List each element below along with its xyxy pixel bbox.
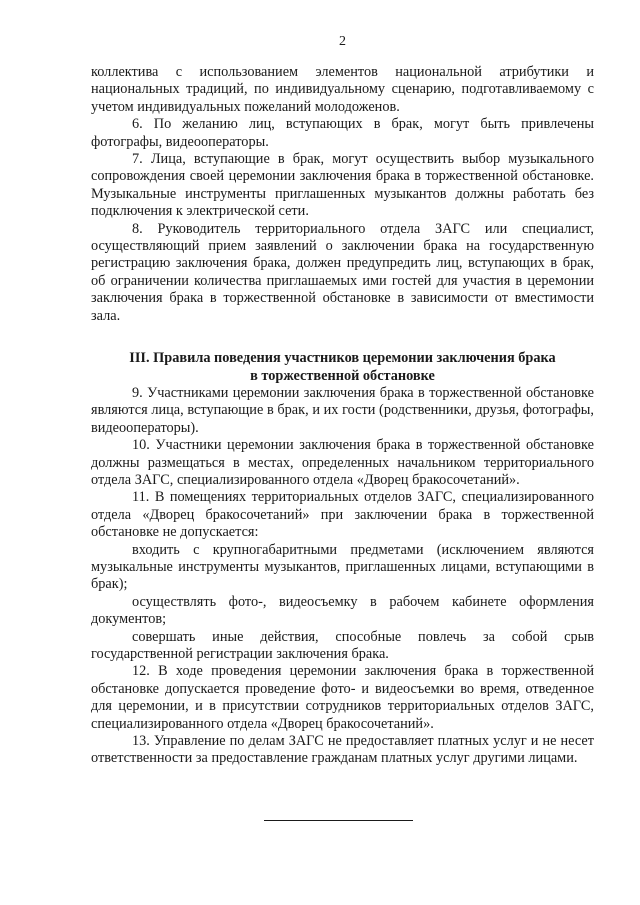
- section-heading-line-2: в торжественной обстановке: [250, 367, 435, 384]
- paragraph-item-11: 11. В помещениях территориальных отделов ЗАГС, специализированного отдела «Дворец бракосочетаний» при заключении брака в торжественной обстановке не допускается:: [91, 489, 594, 541]
- section-heading: [91, 350, 594, 385]
- paragraph-item-8: 8. Руководитель территориального отдела ЗАГС или специалист, осуществляющий прием заявлений о заключении брака на государственную регистрацию заключения брака, должен предупредить лиц, вступающих в брак, об ограничении количества приглашаемых ими гостей для участия в церемонии заключения брака в торжественной обстановке в зависимости от вместимости зала.: [91, 220, 594, 324]
- paragraph-item-9: 9. Участниками церемонии заключения брака в торжественной обстановке являются лица, вступающие в брак, и их гости (родственники, друзья, фотографы, видеооператоры).: [91, 384, 594, 436]
- paragraph-item-10: 10. Участники церемонии заключения брака в торжественной обстановке должны размещаться в местах, определенных начальником территориального отдела ЗАГС, специализированного отдела «Дворец бракосочетаний».: [91, 437, 594, 488]
- paragraph-item-6: 6. По желанию лиц, вступающих в брак, могут быть привлечены фотографы, видеооператоры.: [91, 116, 594, 150]
- end-of-text-rule: [264, 820, 413, 821]
- paragraph-item-11-sub-3: совершать иные действия, способные повлечь за собой срыв государственной регистрации заключения брака.: [91, 628, 594, 662]
- paragraph-item-11-sub-2: осуществлять фото-, видеосъемку в рабочем кабинете оформления документов;: [91, 593, 594, 628]
- paragraph-item-7: 7. Лица, вступающие в брак, могут осуществить выбор музыкального сопровождения своей церемонии заключения брака в торжественной обстановке. Музыкальные инструменты приглашенных музыкантов должны работать без подключения к электрической сети.: [91, 151, 594, 220]
- paragraph-item-13: 13. Управление по делам ЗАГС не предоставляет платных услуг и не несет ответственности за предоставление гражданам платных услуг другими лицами.: [91, 733, 594, 767]
- paragraph-continuation: коллектива с использованием элементов национальной атрибутики и национальных традиций, по индивидуальному сценарию, подготавливаемому с учетом индивидуальных пожеланий молодоженов.: [91, 64, 594, 115]
- section-heading-line-1: III. Правила поведения участников церемонии заключения брака: [129, 350, 556, 367]
- page-number: 2: [339, 34, 346, 49]
- paragraph-item-11-sub-1: входить с крупногабаритными предметами (исключением являются музыкальные инструменты музыкантов, приглашенных лицами, вступающими в брак);: [91, 541, 594, 593]
- paragraph-item-12: 12. В ходе проведения церемонии заключения брака в торжественной обстановке допускается проведение фото- и видеосъемки во время, отведенное для церемонии, и в присутствии сотрудников территориальных отделов ЗАГС, специализированного отдела «Дворец бракосочетаний».: [91, 663, 594, 732]
